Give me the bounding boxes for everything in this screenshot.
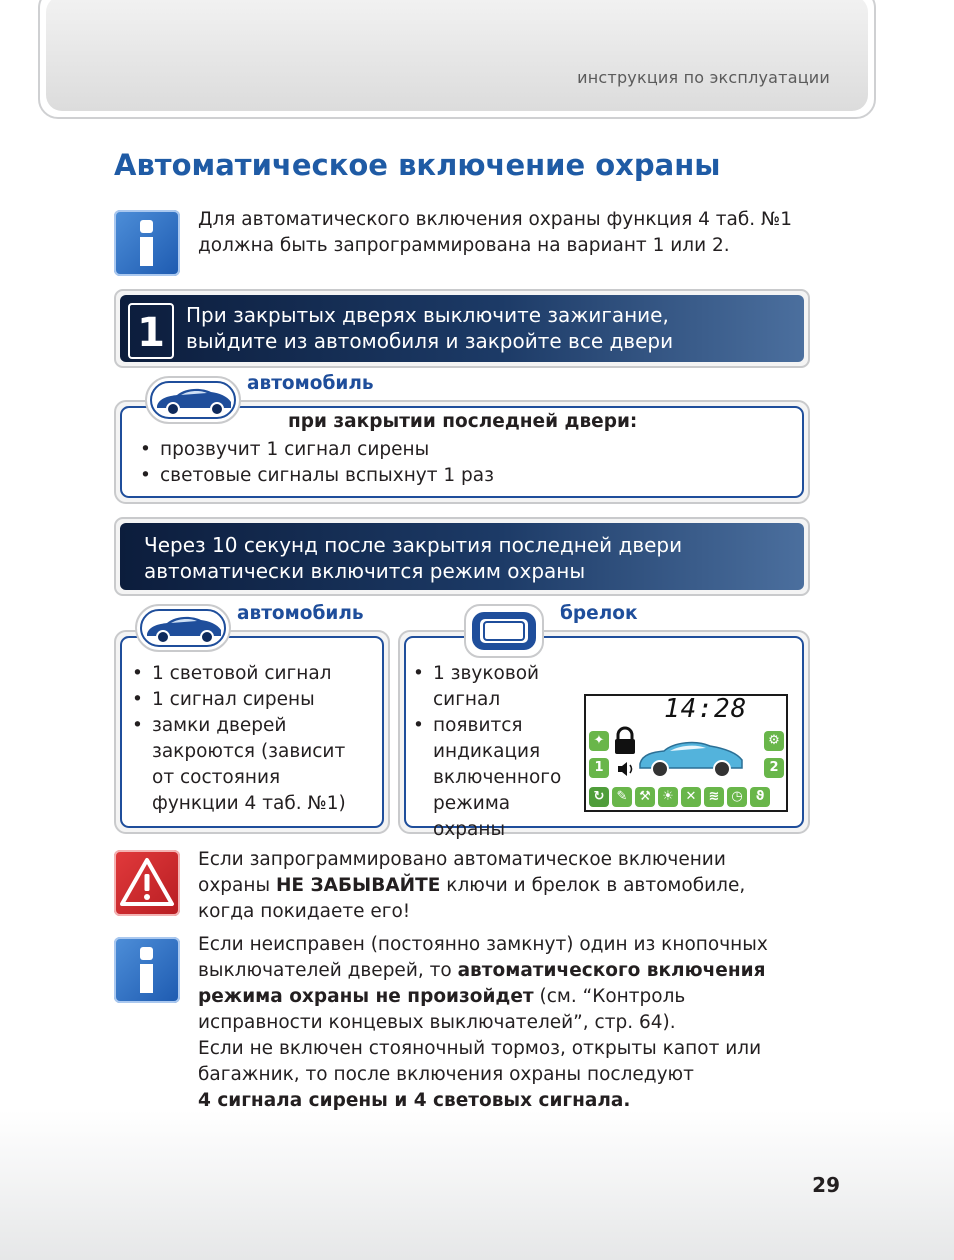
info-note-2 bbox=[198, 932, 804, 1114]
lcd-clock-icon: ◷ bbox=[727, 787, 747, 807]
header-subtitle: инструкция по эксплуатации bbox=[577, 68, 830, 87]
car-panel-1-list bbox=[140, 437, 760, 489]
fob-lcd-display bbox=[584, 694, 788, 812]
info-note-2-pre: Если неисправен (постоянно замкнут) один из кнопочных выключателей дверей, то bbox=[198, 934, 768, 981]
info-icon bbox=[114, 210, 180, 276]
lcd-car-icon bbox=[636, 730, 746, 782]
step1-text-line1: При закрытых дверях выключите зажигание, bbox=[186, 303, 669, 327]
lcd-loop-icon: ↻ bbox=[589, 787, 609, 807]
auto-arm-banner-bg bbox=[120, 523, 804, 590]
list-item: • 1 звуковой сигнал bbox=[413, 661, 573, 713]
list-item: • 1 сигнал сирены bbox=[132, 687, 352, 713]
info-icon-bar bbox=[140, 237, 153, 266]
lcd-shock-icon: ✦ bbox=[589, 731, 609, 751]
step-number: 1 bbox=[128, 303, 174, 359]
auto-arm-text bbox=[144, 532, 682, 584]
list-item: • световые сигналы вспыхнут 1 раз bbox=[140, 463, 760, 489]
lcd-wrench-icon: ✎ bbox=[612, 787, 632, 807]
lcd-headlight-icon: ☀ bbox=[658, 787, 678, 807]
list-item: • замки дверей закроются (зависит от состояния функции 4 таб. №1) bbox=[132, 713, 352, 817]
step1-banner bbox=[114, 289, 810, 368]
warning-text-post: ключи и брелок в автомобиле, когда покидаете его! bbox=[198, 875, 746, 922]
list-item: • появится индикация включенного режима охраны bbox=[413, 713, 573, 843]
auto-arm-text-line1: Через 10 секунд после закрытия последней двери bbox=[144, 533, 683, 557]
page-header bbox=[38, 0, 876, 119]
page-title: Автоматическое включение охраны bbox=[114, 148, 721, 182]
car-panel-1-label: автомобиль bbox=[247, 373, 374, 394]
fob-panel-list bbox=[413, 661, 573, 843]
auto-arm-banner bbox=[114, 517, 810, 596]
lcd-badge-1: 1 bbox=[589, 758, 609, 778]
info-note-2-bold: автоматического включения режима охраны не произойдет bbox=[198, 960, 766, 1007]
car-icon bbox=[145, 376, 241, 424]
warning-text-bold: НЕ ЗАБЫВАЙТЕ bbox=[275, 875, 441, 896]
car-panel-1-heading: при закрытии последней двери: bbox=[288, 411, 638, 432]
lcd-fan-icon: ✕ bbox=[681, 787, 701, 807]
warning-text-pre: Если запрограммировано автоматическое включении охраны bbox=[198, 849, 726, 896]
info-note-2-post: (см. “Контроль исправности концевых выключателей”, стр. 64). bbox=[198, 986, 686, 1033]
car-panel-2-badge bbox=[135, 604, 231, 652]
lcd-engine-icon: ⚙ bbox=[764, 731, 784, 751]
list-item: • 1 световой сигнал bbox=[132, 661, 352, 687]
step1-text bbox=[186, 302, 673, 354]
car-panel-2-list bbox=[132, 661, 352, 817]
step1-text-line2: выйдите из автомобиля и закройте все двери bbox=[186, 329, 674, 353]
fob-panel-label: брелок bbox=[560, 603, 638, 624]
info-icon-dot bbox=[140, 947, 153, 960]
siren-icon bbox=[616, 760, 636, 778]
lock-icon bbox=[612, 726, 638, 756]
info-note-1: Для автоматического включения охраны функция 4 таб. №1 должна быть запрограммирована на вариант 1 или 2. bbox=[198, 209, 793, 256]
page-header-inner bbox=[46, 0, 868, 111]
lcd-thermometer-icon: ϑ bbox=[750, 787, 770, 807]
info-icon bbox=[114, 937, 180, 1003]
lcd-badge-2: 2 bbox=[764, 758, 784, 778]
step1-banner-bg bbox=[120, 295, 804, 362]
car-icon bbox=[135, 604, 231, 652]
warning-icon bbox=[114, 850, 180, 916]
info-icon-bar bbox=[140, 964, 153, 993]
page-number: 29 bbox=[812, 1173, 840, 1197]
lcd-time: 14:28 bbox=[664, 694, 748, 724]
info-icon-dot bbox=[140, 220, 153, 233]
page-bottom-gradient bbox=[0, 1110, 954, 1260]
info-note-2-line2: Если не включен стояночный тормоз, открыты капот или багажник, то после включения охраны последуют bbox=[198, 1038, 762, 1085]
car-panel-1-badge bbox=[145, 376, 241, 424]
warning-triangle-icon bbox=[114, 850, 180, 916]
key-fob-icon bbox=[464, 604, 544, 658]
warning-text bbox=[198, 847, 758, 925]
list-item: • прозвучит 1 сигнал сирены bbox=[140, 437, 760, 463]
lcd-heat-icon: ≋ bbox=[704, 787, 724, 807]
fob-badge bbox=[464, 604, 544, 658]
car-panel-2-label: автомобиль bbox=[237, 603, 364, 624]
auto-arm-text-line2: автоматически включится режим охраны bbox=[144, 559, 586, 583]
info-note-2-bold2: 4 сигнала сирены и 4 световых сигнала. bbox=[198, 1090, 631, 1111]
lcd-hammer-icon: ⚒ bbox=[635, 787, 655, 807]
